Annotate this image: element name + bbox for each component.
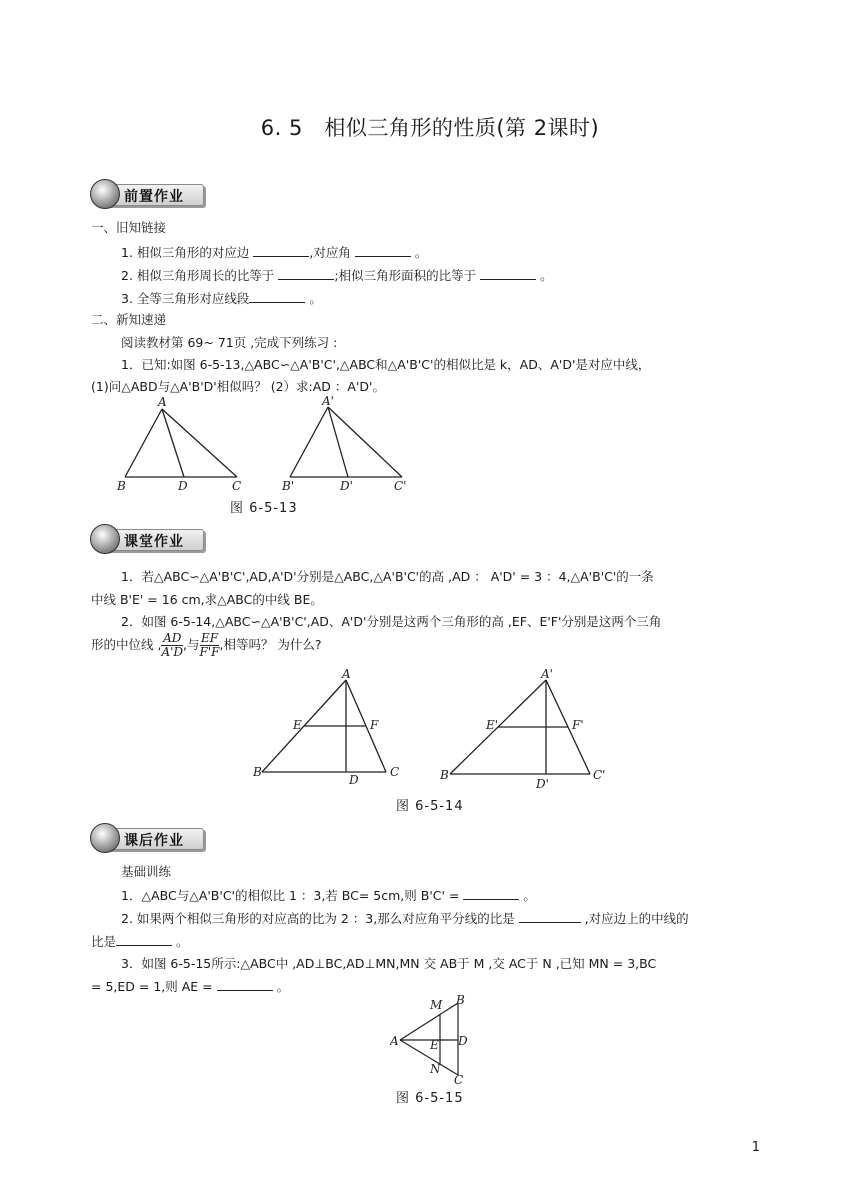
answer-blank[interactable] — [355, 244, 411, 257]
fraction-ef-over-f-prime-f: $\frac{EF}{F'F}$ — [199, 631, 220, 659]
label-n: N — [430, 1062, 441, 1076]
triangle-abc-with-heights — [262, 680, 386, 772]
answer-blank[interactable] — [480, 267, 536, 280]
page-title: 6. 5 相似三角形的性质(第 2课时) — [260, 116, 600, 140]
swirl-icon — [90, 179, 120, 209]
label-m: M — [430, 998, 443, 1012]
label-b-prime: B' — [282, 479, 295, 493]
classwork-banner: 课堂作业 — [88, 523, 206, 553]
pre-homework-banner: 前置作业 — [88, 178, 206, 208]
answer-blank[interactable] — [253, 244, 309, 257]
classwork-question-2-line-1: 2．如图 6-5-14,△ABC∽△A'B'C',AD、A'D'分别是这两个三角形的高 ,EF、E'F'分别是这两个三角 — [121, 614, 662, 629]
section-heading-new: 二、新知速递 — [91, 312, 167, 327]
page-number: 1 — [751, 1140, 760, 1155]
label-f-prime: F' — [572, 718, 584, 732]
label-c: C — [390, 765, 400, 779]
answer-blank[interactable] — [249, 290, 305, 303]
pre-question-3: 3. 全等三角形对应线段 。 — [121, 291, 322, 306]
label-e: E — [293, 718, 302, 732]
homework-question-3-line-2: = 5,ED = 1,则 AE = 。 — [91, 979, 290, 994]
answer-blank[interactable] — [463, 887, 519, 900]
label-d-prime: D' — [340, 479, 353, 493]
answer-blank[interactable] — [278, 267, 334, 280]
basic-training-heading: 基础训练 — [121, 864, 172, 879]
label-f: F — [370, 718, 379, 732]
label-d: D — [458, 1034, 468, 1048]
figure-caption: 图 6-5-15 — [396, 1091, 464, 1106]
exercise-1-line-2: (1)问△ABD与△A'B'D'相似吗？ (2）求:AD ：A'D'。 — [91, 379, 385, 394]
pre-question-1: 1. 相似三角形的对应边 ,对应角 。 — [121, 245, 428, 260]
homework-question-3-line-1: 3．如图 6-5-15所示:△ABC中 ,AD⊥BC,AD⊥MN,MN 交 AB于 M ,交 AC于 N ,已知 MN = 3,BC — [121, 956, 657, 971]
exercise-1-line-1: 1．已知:如图 6-5-13,△ABC∽△A'B'C',△ABC和△A'B'C'的相似比是 k，AD、A'D'是对应中线， — [121, 357, 651, 372]
triangle-a-prime-with-heights — [450, 680, 590, 774]
label-b: B — [253, 765, 262, 779]
label-b: B — [117, 479, 126, 493]
figure-6-5-15 — [390, 995, 480, 1085]
label-c: C — [232, 479, 242, 493]
figure-6-5-14 — [250, 668, 610, 793]
label-d-prime: D' — [536, 777, 549, 791]
writing-icon — [90, 823, 120, 853]
label-b: B — [456, 995, 465, 1007]
label-e-prime: E' — [486, 718, 499, 732]
homework-question-2-line-2: 比是 。 — [91, 934, 189, 949]
classwork-question-1-line-2: 中线 B'E' = 16 cm,求△ABC的中线 BE。 — [91, 592, 323, 607]
label-a: A — [158, 395, 167, 409]
reading-instruction: 阅读教材第 69~ 71页 ,完成下列练习 : — [121, 335, 338, 350]
figure-6-5-13 — [110, 395, 420, 495]
homework-banner: 课后作业 — [88, 822, 206, 852]
pre-question-2: 2. 相似三角形周长的比等于 ;相似三角形面积的比等于 。 — [121, 268, 553, 283]
label-a: A — [342, 668, 351, 681]
section-heading-review: 一、旧知链接 — [91, 220, 167, 235]
label-c-prime: C' — [394, 479, 407, 493]
triangle-abc — [125, 409, 237, 477]
label-c-prime: C' — [593, 768, 606, 782]
label-a: A — [390, 1034, 399, 1048]
triangle-abc-with-mn — [400, 1003, 458, 1075]
label-b: B — [440, 768, 449, 782]
answer-blank[interactable] — [217, 978, 273, 991]
label-d: D — [178, 479, 188, 493]
figure-caption: 图 6-5-13 — [230, 501, 298, 516]
label-d: D — [349, 773, 359, 787]
homework-question-1: 1．△ABC与△A'B'C'的相似比 1 ：3,若 BC= 5cm,则 B'C' = 。 — [121, 888, 536, 903]
fraction-ad-over-a-prime-d: $\frac{AD}{A'D}$ — [161, 631, 184, 659]
play-icon — [90, 524, 120, 554]
label-a-prime: A' — [322, 395, 334, 408]
label-a-prime: A' — [541, 668, 553, 681]
homework-question-2-line-1: 2. 如果两个相似三角形的对应高的比为 2 ：3,那么对应角平分线的比是 ,对应边上的中线的 — [121, 911, 689, 926]
triangle-a-prime — [290, 407, 402, 477]
label-c: C — [454, 1073, 464, 1085]
label-e: E — [430, 1038, 439, 1052]
answer-blank[interactable] — [116, 933, 172, 946]
classwork-question-2-line-2: 形的中位线 , $\frac{AD}{A'D}$ ,与 $\frac{EF}{F'F}$ ,相等吗？ 为什么? — [91, 631, 322, 659]
classwork-question-1-line-1: 1．若△ABC∽△A'B'C',AD,A'D'分别是△ABC,△A'B'C'的高 ,AD ： A'D' = 3 ：4,△A'B'C'的一条 — [121, 569, 654, 584]
answer-blank[interactable] — [519, 910, 581, 923]
figure-caption: 图 6-5-14 — [396, 799, 464, 814]
